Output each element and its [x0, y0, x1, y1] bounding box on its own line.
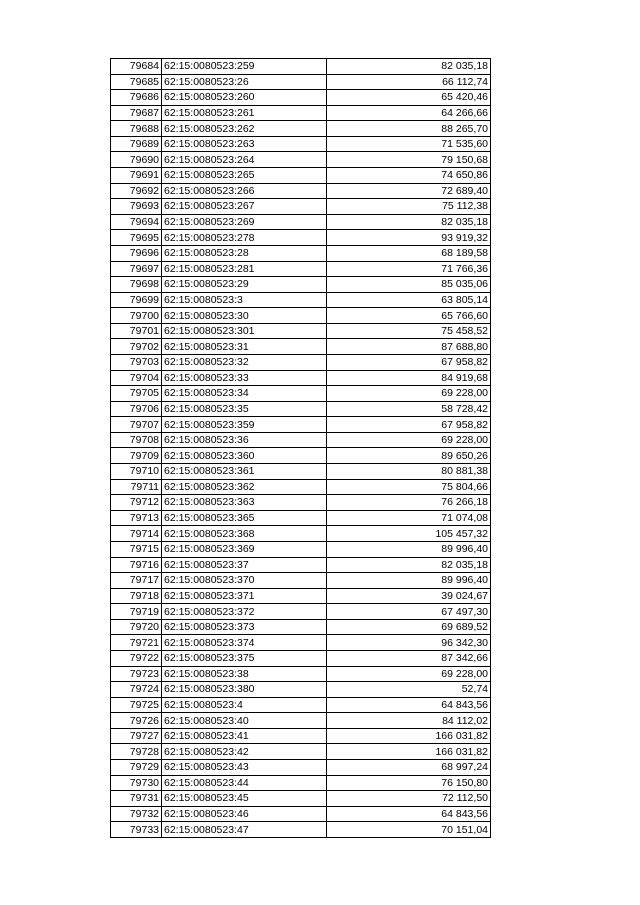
- table-row: [111, 557, 491, 573]
- row-number-cell: 79692: [111, 183, 162, 199]
- table-row: [111, 277, 491, 293]
- value-cell: 67 497,30: [327, 604, 491, 620]
- row-number-cell: 79717: [111, 573, 162, 589]
- row-number-cell: 79693: [111, 199, 162, 215]
- cadastral-number-cell: 62:15:0080523:278: [162, 230, 327, 246]
- row-number-cell: 79707: [111, 417, 162, 433]
- cadastral-number-cell: 62:15:0080523:28: [162, 245, 327, 261]
- row-number-cell: 79710: [111, 464, 162, 480]
- table-row: [111, 650, 491, 666]
- value-cell: 65 766,60: [327, 308, 491, 324]
- cadastral-number-cell: 62:15:0080523:46: [162, 806, 327, 822]
- row-number-cell: 79726: [111, 713, 162, 729]
- table-row: [111, 183, 491, 199]
- row-number-cell: 79722: [111, 650, 162, 666]
- value-cell: 71 535,60: [327, 136, 491, 152]
- row-number-cell: 79727: [111, 728, 162, 744]
- table-row: [111, 230, 491, 246]
- value-cell: 76 150,80: [327, 775, 491, 791]
- table-row: [111, 370, 491, 386]
- table-row: [111, 713, 491, 729]
- value-cell: 68 189,58: [327, 245, 491, 261]
- table-row: [111, 495, 491, 511]
- cadastral-number-cell: 62:15:0080523:32: [162, 354, 327, 370]
- table-row: [111, 760, 491, 776]
- table-row: [111, 806, 491, 822]
- table-row: [111, 417, 491, 433]
- row-number-cell: 79731: [111, 791, 162, 807]
- value-cell: 76 266,18: [327, 495, 491, 511]
- table-row: [111, 401, 491, 417]
- cadastral-number-cell: 62:15:0080523:259: [162, 59, 327, 75]
- row-number-cell: 79709: [111, 448, 162, 464]
- value-cell: 70 151,04: [327, 822, 491, 838]
- cadastral-number-cell: 62:15:0080523:47: [162, 822, 327, 838]
- value-cell: 166 031,82: [327, 728, 491, 744]
- cadastral-number-cell: 62:15:0080523:45: [162, 791, 327, 807]
- row-number-cell: 79716: [111, 557, 162, 573]
- cadastral-number-cell: 62:15:0080523:374: [162, 635, 327, 651]
- table-row: [111, 604, 491, 620]
- table-row: [111, 199, 491, 215]
- value-cell: 67 958,82: [327, 354, 491, 370]
- cadastral-number-cell: 62:15:0080523:380: [162, 682, 327, 698]
- table-row: [111, 479, 491, 495]
- value-cell: 85 035,06: [327, 277, 491, 293]
- table-row: [111, 573, 491, 589]
- row-number-cell: 79684: [111, 59, 162, 75]
- cadastral-number-cell: 62:15:0080523:33: [162, 370, 327, 386]
- cadastral-number-cell: 62:15:0080523:42: [162, 744, 327, 760]
- row-number-cell: 79685: [111, 74, 162, 90]
- table-row: [111, 168, 491, 184]
- table-row: [111, 308, 491, 324]
- cadastral-number-cell: 62:15:0080523:38: [162, 666, 327, 682]
- value-cell: 75 804,66: [327, 479, 491, 495]
- row-number-cell: 79702: [111, 339, 162, 355]
- cadastral-number-cell: 62:15:0080523:35: [162, 401, 327, 417]
- row-number-cell: 79695: [111, 230, 162, 246]
- table-row: [111, 90, 491, 106]
- cadastral-value-table: [110, 58, 491, 838]
- row-number-cell: 79697: [111, 261, 162, 277]
- value-cell: 63 805,14: [327, 292, 491, 308]
- cadastral-number-cell: 62:15:0080523:36: [162, 432, 327, 448]
- cadastral-number-cell: 62:15:0080523:373: [162, 619, 327, 635]
- row-number-cell: 79706: [111, 401, 162, 417]
- value-cell: 89 996,40: [327, 573, 491, 589]
- value-cell: 67 958,82: [327, 417, 491, 433]
- cadastral-number-cell: 62:15:0080523:30: [162, 308, 327, 324]
- table-row: [111, 464, 491, 480]
- row-number-cell: 79720: [111, 619, 162, 635]
- cadastral-number-cell: 62:15:0080523:37: [162, 557, 327, 573]
- cadastral-number-cell: 62:15:0080523:264: [162, 152, 327, 168]
- row-number-cell: 79687: [111, 105, 162, 121]
- value-cell: 64 843,56: [327, 697, 491, 713]
- table-row: [111, 526, 491, 542]
- row-number-cell: 79712: [111, 495, 162, 511]
- cadastral-number-cell: 62:15:0080523:359: [162, 417, 327, 433]
- table-row: [111, 432, 491, 448]
- table-row: [111, 323, 491, 339]
- value-cell: 69 228,00: [327, 386, 491, 402]
- row-number-cell: 79711: [111, 479, 162, 495]
- cadastral-number-cell: 62:15:0080523:360: [162, 448, 327, 464]
- value-cell: 87 342,66: [327, 650, 491, 666]
- value-cell: 89 996,40: [327, 541, 491, 557]
- value-cell: 71 766,36: [327, 261, 491, 277]
- table-row: [111, 59, 491, 75]
- row-number-cell: 79688: [111, 121, 162, 137]
- cadastral-number-cell: 62:15:0080523:260: [162, 90, 327, 106]
- table-row: [111, 791, 491, 807]
- cadastral-number-cell: 62:15:0080523:301: [162, 323, 327, 339]
- cadastral-number-cell: 62:15:0080523:43: [162, 760, 327, 776]
- cadastral-number-cell: 62:15:0080523:263: [162, 136, 327, 152]
- value-cell: 71 074,08: [327, 510, 491, 526]
- row-number-cell: 79725: [111, 697, 162, 713]
- table-row: [111, 775, 491, 791]
- table-row: [111, 744, 491, 760]
- value-cell: 93 919,32: [327, 230, 491, 246]
- value-cell: 79 150,68: [327, 152, 491, 168]
- value-cell: 87 688,80: [327, 339, 491, 355]
- cadastral-number-cell: 62:15:0080523:265: [162, 168, 327, 184]
- value-cell: 82 035,18: [327, 59, 491, 75]
- value-cell: 69 228,00: [327, 666, 491, 682]
- table-row: [111, 510, 491, 526]
- value-cell: 82 035,18: [327, 214, 491, 230]
- cadastral-number-cell: 62:15:0080523:371: [162, 588, 327, 604]
- value-cell: 84 919,68: [327, 370, 491, 386]
- row-number-cell: 79701: [111, 323, 162, 339]
- row-number-cell: 79694: [111, 214, 162, 230]
- table-row: [111, 354, 491, 370]
- cadastral-number-cell: 62:15:0080523:365: [162, 510, 327, 526]
- value-cell: 69 228,00: [327, 432, 491, 448]
- value-cell: 64 266,66: [327, 105, 491, 121]
- value-cell: 58 728,42: [327, 401, 491, 417]
- row-number-cell: 79713: [111, 510, 162, 526]
- table-row: [111, 635, 491, 651]
- cadastral-number-cell: 62:15:0080523:40: [162, 713, 327, 729]
- row-number-cell: 79728: [111, 744, 162, 760]
- row-number-cell: 79718: [111, 588, 162, 604]
- value-cell: 84 112,02: [327, 713, 491, 729]
- cadastral-number-cell: 62:15:0080523:3: [162, 292, 327, 308]
- table-row: [111, 292, 491, 308]
- cadastral-number-cell: 62:15:0080523:281: [162, 261, 327, 277]
- row-number-cell: 79719: [111, 604, 162, 620]
- value-cell: 69 689,52: [327, 619, 491, 635]
- row-number-cell: 79699: [111, 292, 162, 308]
- value-cell: 64 843,56: [327, 806, 491, 822]
- table-row: [111, 261, 491, 277]
- cadastral-number-cell: 62:15:0080523:266: [162, 183, 327, 199]
- table-row: [111, 666, 491, 682]
- row-number-cell: 79714: [111, 526, 162, 542]
- row-number-cell: 79704: [111, 370, 162, 386]
- row-number-cell: 79721: [111, 635, 162, 651]
- table-row: [111, 152, 491, 168]
- value-cell: 72 112,50: [327, 791, 491, 807]
- table-row: [111, 448, 491, 464]
- value-cell: 75 112,38: [327, 199, 491, 215]
- cadastral-number-cell: 62:15:0080523:26: [162, 74, 327, 90]
- cadastral-number-cell: 62:15:0080523:368: [162, 526, 327, 542]
- value-cell: 80 881,38: [327, 464, 491, 480]
- row-number-cell: 79708: [111, 432, 162, 448]
- table-body: [111, 59, 491, 838]
- cadastral-number-cell: 62:15:0080523:262: [162, 121, 327, 137]
- value-cell: 74 650,86: [327, 168, 491, 184]
- row-number-cell: 79696: [111, 245, 162, 261]
- value-cell: 68 997,24: [327, 760, 491, 776]
- cadastral-number-cell: 62:15:0080523:369: [162, 541, 327, 557]
- value-cell: 75 458,52: [327, 323, 491, 339]
- cadastral-number-cell: 62:15:0080523:375: [162, 650, 327, 666]
- table-row: [111, 588, 491, 604]
- table-row: [111, 541, 491, 557]
- value-cell: 82 035,18: [327, 557, 491, 573]
- row-number-cell: 79733: [111, 822, 162, 838]
- table-row: [111, 619, 491, 635]
- row-number-cell: 79729: [111, 760, 162, 776]
- row-number-cell: 79723: [111, 666, 162, 682]
- cadastral-number-cell: 62:15:0080523:363: [162, 495, 327, 511]
- cadastral-number-cell: 62:15:0080523:31: [162, 339, 327, 355]
- cadastral-number-cell: 62:15:0080523:29: [162, 277, 327, 293]
- row-number-cell: 79715: [111, 541, 162, 557]
- cadastral-number-cell: 62:15:0080523:34: [162, 386, 327, 402]
- table-row: [111, 682, 491, 698]
- table-row: [111, 697, 491, 713]
- cadastral-number-cell: 62:15:0080523:269: [162, 214, 327, 230]
- table-row: [111, 74, 491, 90]
- value-cell: 88 265,70: [327, 121, 491, 137]
- cadastral-number-cell: 62:15:0080523:41: [162, 728, 327, 744]
- table-row: [111, 105, 491, 121]
- cadastral-number-cell: 62:15:0080523:372: [162, 604, 327, 620]
- value-cell: 39 024,67: [327, 588, 491, 604]
- cadastral-number-cell: 62:15:0080523:361: [162, 464, 327, 480]
- row-number-cell: 79691: [111, 168, 162, 184]
- value-cell: 166 031,82: [327, 744, 491, 760]
- value-cell: 52,74: [327, 682, 491, 698]
- row-number-cell: 79689: [111, 136, 162, 152]
- table-row: [111, 728, 491, 744]
- cadastral-number-cell: 62:15:0080523:4: [162, 697, 327, 713]
- table-row: [111, 121, 491, 137]
- table-row: [111, 245, 491, 261]
- row-number-cell: 79730: [111, 775, 162, 791]
- row-number-cell: 79732: [111, 806, 162, 822]
- value-cell: 65 420,46: [327, 90, 491, 106]
- cadastral-number-cell: 62:15:0080523:261: [162, 105, 327, 121]
- row-number-cell: 79690: [111, 152, 162, 168]
- row-number-cell: 79698: [111, 277, 162, 293]
- value-cell: 89 650,26: [327, 448, 491, 464]
- row-number-cell: 79700: [111, 308, 162, 324]
- row-number-cell: 79705: [111, 386, 162, 402]
- value-cell: 66 112,74: [327, 74, 491, 90]
- value-cell: 96 342,30: [327, 635, 491, 651]
- cadastral-number-cell: 62:15:0080523:362: [162, 479, 327, 495]
- table-row: [111, 386, 491, 402]
- table-row: [111, 339, 491, 355]
- row-number-cell: 79686: [111, 90, 162, 106]
- cadastral-number-cell: 62:15:0080523:267: [162, 199, 327, 215]
- cadastral-number-cell: 62:15:0080523:370: [162, 573, 327, 589]
- table-row: [111, 214, 491, 230]
- table-row: [111, 136, 491, 152]
- table-row: [111, 822, 491, 838]
- row-number-cell: 79703: [111, 354, 162, 370]
- row-number-cell: 79724: [111, 682, 162, 698]
- cadastral-number-cell: 62:15:0080523:44: [162, 775, 327, 791]
- value-cell: 105 457,32: [327, 526, 491, 542]
- value-cell: 72 689,40: [327, 183, 491, 199]
